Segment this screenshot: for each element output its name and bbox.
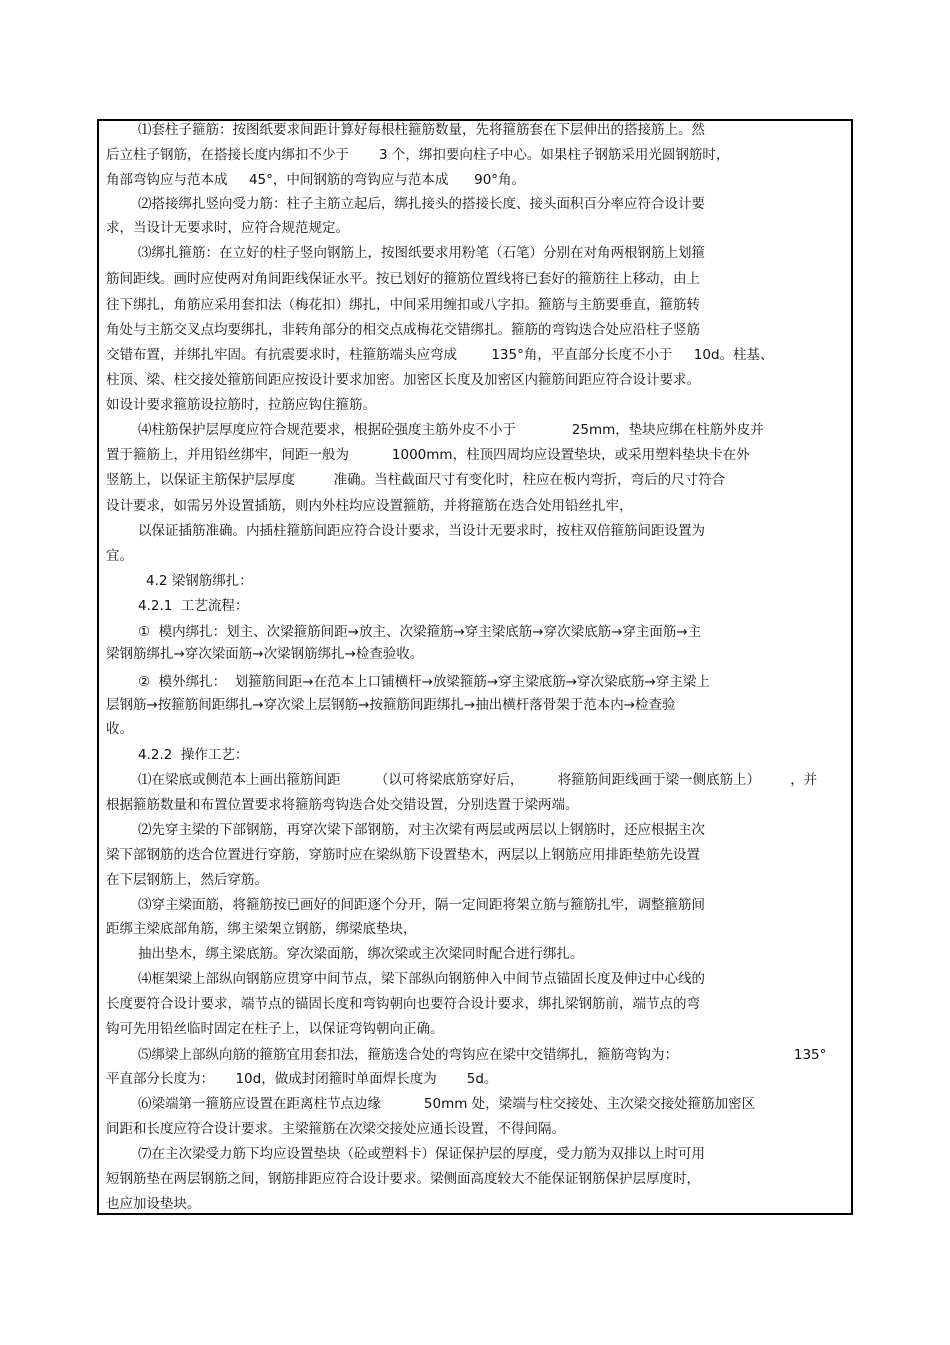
text-line: ⑵先穿主梁的下部钢筋，再穿次梁下部钢筋，对主次梁有两层或两层以上钢筋时，还应根据主次 bbox=[138, 822, 705, 838]
section-heading: 4.2.2 操作工艺： bbox=[138, 747, 249, 763]
text-line: 收。 bbox=[106, 721, 133, 737]
text-line: 平直部分长度为： 10d，做成封闭箍时单面焊长度为 5d。 bbox=[106, 1071, 498, 1087]
text-line: ⑷框架梁上部纵向钢筋应贯穿中间节点，梁下部纵向钢筋伸入中间节点锚固长度及伸过中心线的 bbox=[138, 971, 705, 987]
text-line: ⑸绑梁上部纵向筋的箍筋宜用套扣法，箍筋迭合处的弯钩应在梁中交错绑扎，箍筋弯钩为： 135° bbox=[138, 1047, 827, 1063]
text-line: ⑺在主次梁受力筋下均应设置垫块（砼或塑料卡）保证保护层的厚度，受力筋为双排以上时可用 bbox=[138, 1146, 705, 1162]
text-line: 在下层钢筋上，然后穿筋。 bbox=[106, 872, 268, 888]
text-line: 筋间距线。画时应使两对角间距线保证水平。按已划好的箍筋位置线将已套好的箍筋往上移动，由上 bbox=[106, 271, 700, 287]
text-line: ⑴在梁底或侧范本上画出箍筋间距 （以可将梁底筋穿好后， 将箍筋间距线画于梁一侧底筋上） ，并 bbox=[138, 772, 818, 788]
text-line: 角部弯钩应与范本成 45°，中间钢筋的弯钩应与范本成 90°角。 bbox=[106, 172, 526, 188]
text-line: 也应加设垫块。 bbox=[106, 1196, 201, 1212]
text-line: ⑷柱筋保护层厚度应符合规范要求，根据砼强度主筋外皮不小于 25mm，垫块应绑在柱筋外皮并 bbox=[138, 422, 764, 438]
text-line: 竖筋上，以保证主筋保护层厚度 准确。当柱截面尺寸有变化时，柱应在板内弯折，弯后的尺寸符合 bbox=[106, 472, 726, 488]
text-line: 根据箍筋数量和布置位置要求将箍筋弯钩迭合处交错设置，分别迭置于梁两端。 bbox=[106, 797, 579, 813]
text-line: 置于箍筋上，并用铅丝绑牢，间距一般为 1000mm，柱顶四周均应设置垫块，或采用塑料垫块卡在外 bbox=[106, 447, 750, 463]
text-line: 梁钢筋绑扎→穿次梁面筋→次梁钢筋绑扎→检查验收。 bbox=[106, 646, 424, 662]
text-line: 长度要符合设计要求，端节点的锚固长度和弯钩朝向也要符合设计要求，绑扎梁钢筋前，端节点的弯 bbox=[106, 996, 700, 1012]
text-line: ⑵搭接绑扎竖向受力筋：柱子主筋立起后，绑扎接头的搭接长度、接头面积百分率应符合设计要 bbox=[138, 196, 705, 212]
text-line: 后立柱子钢筋，在搭接长度内绑扣不少于 3 个，绑扣要向柱子中心。如果柱子钢筋采用光圆钢筋时， bbox=[106, 147, 730, 163]
text-line: 交错布置，并绑扎牢固。有抗震要求时，柱箍筋端头应弯成 135°角，平直部分长度不小于 10d。柱基、 bbox=[106, 347, 774, 363]
text-line: ⑴套柱子箍筋：按图纸要求间距计算好每根柱箍筋数量，先将箍筋套在下层伸出的搭接筋上。然 bbox=[138, 122, 705, 138]
text-line: ⑶绑扎箍筋：在立好的柱子竖向钢筋上，按图纸要求用粉笔（石笔）分别在对角两根钢筋上划箍 bbox=[138, 245, 705, 261]
text-line: 短钢筋垫在两层钢筋之间，钢筋排距应符合设计要求。梁侧面高度较大不能保证钢筋保护层厚度时， bbox=[106, 1171, 700, 1187]
text-line: 钩可先用铅丝临时固定在柱子上，以保证弯钩朝向正确。 bbox=[106, 1021, 444, 1037]
text-line: 距绑主梁底部角筋，绑主梁架立钢筋，绑梁底垫块， bbox=[106, 921, 417, 937]
text-line: 如设计要求箍筋设拉筋时，拉筋应钩住箍筋。 bbox=[106, 397, 376, 413]
text-line: 柱顶、梁、柱交接处箍筋间距应按设计要求加密。加密区长度及加密区内箍筋间距应符合设计要求。 bbox=[106, 372, 700, 388]
text-line: 抽出垫木，绑主梁底筋。穿次梁面筋，绑次梁或主次梁同时配合进行绑扎。 bbox=[138, 946, 584, 962]
text-line: 以保证插筋准确。内插柱箍筋间距应符合设计要求，当设计无要求时，按柱双倍箍筋间距设置为 bbox=[138, 523, 705, 539]
text-line: ⑹梁端第一箍筋应设置在距离柱节点边缘 50mm 处，梁端与柱交接处、主次梁交接处箍筋加密区 bbox=[138, 1096, 756, 1112]
text-line: 角处与主筋交叉点均要绑扎，非转角部分的相交点成梅花交错绑扎。箍筋的弯钩迭合处应沿柱子竖筋 bbox=[106, 322, 700, 338]
text-line: 设计要求，如需另外设置插筋，则内外柱均应设置箍筋，并将箍筋在迭合处用铅丝扎牢， bbox=[106, 498, 633, 514]
section-heading: 4.2.1 工艺流程： bbox=[138, 598, 249, 614]
text-line: 层钢筋→按箍筋间距绑扎→穿次梁上层钢筋→按箍筋间距绑扎→抽出横杆落骨架于范本内→检查验 bbox=[106, 697, 676, 713]
text-line: ⑶穿主梁面筋，将箍筋按已画好的间距逐个分开，隔一定间距将架立筋与箍筋扎牢，调整箍筋间 bbox=[138, 897, 705, 913]
text-line: 求，当设计无要求时，应符合规范规定。 bbox=[106, 220, 349, 236]
text-line: 宜。 bbox=[106, 548, 133, 564]
section-heading: 4.2 梁钢筋绑扎： bbox=[146, 573, 253, 589]
text-line: ② 模外绑扎： 划箍筋间距→在范本上口铺横杆→放梁箍筋→穿主梁底筋→穿次梁底筋→穿主梁上 bbox=[138, 674, 710, 690]
text-line: 间距和长度应符合设计要求。主梁箍筋在次梁交接处应通长设置，不得间隔。 bbox=[106, 1121, 565, 1137]
text-line: 梁下部钢筋的迭合位置进行穿筋，穿筋时应在梁纵筋下设置垫木，两层以上钢筋应用排距垫筋先设置 bbox=[106, 847, 700, 863]
text-line: ① 模内绑扎：划主、次梁箍筋间距→放主、次梁箍筋→穿主梁底筋→穿次梁底筋→穿主面筋→主 bbox=[138, 624, 702, 640]
text-line: 往下绑扎，角筋应采用套扣法（梅花扣）绑扎，中间采用缠扣或八字扣。箍筋与主筋要垂直，箍筋转 bbox=[106, 297, 700, 313]
